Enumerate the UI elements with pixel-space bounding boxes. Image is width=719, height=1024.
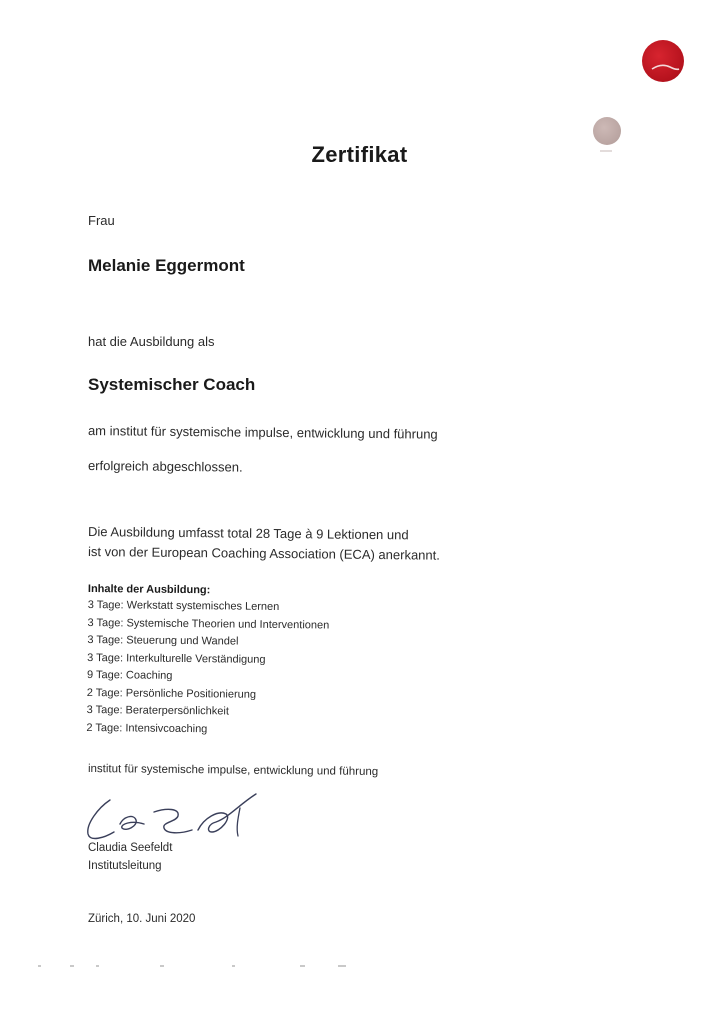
training-info-line-2: ist von der European Coaching Association (ECA) anerkannt. <box>87 544 440 563</box>
contents-item: 3 Tage: Steuerung und Wandel <box>87 633 239 648</box>
footer-institute-name: institut für systemische impulse, entwicklung und führung <box>87 763 379 779</box>
scan-speckle <box>70 965 74 967</box>
scan-speckle <box>160 965 164 967</box>
scan-speckle <box>38 965 41 967</box>
scan-speckle <box>232 965 235 967</box>
contents-item: 2 Tage: Intensivcoaching <box>86 721 208 735</box>
signer-role: Institutsleitung <box>88 860 162 872</box>
handwritten-signature <box>80 788 270 850</box>
logo-swoosh-icon <box>650 60 680 74</box>
contents-item: 9 Tage: Coaching <box>86 668 173 682</box>
contents-item: 2 Tage: Persönliche Positionierung <box>86 686 257 701</box>
training-contents <box>86 581 329 740</box>
salutation: Frau <box>88 213 115 228</box>
contents-heading: Inhalte der Ausbildung: <box>87 582 211 597</box>
completion-text: erfolgreich abgeschlossen. <box>87 458 243 475</box>
recipient-name: Melanie Eggermont <box>88 256 245 275</box>
certificate-title: Zertifikat <box>311 142 408 167</box>
contents-item: 3 Tage: Interkulturelle Verständigung <box>87 651 266 666</box>
signer-name: Claudia Seefeldt <box>88 842 173 854</box>
intro-text: hat die Ausbildung als <box>88 334 215 349</box>
contents-item: 3 Tage: Werkstatt systemisches Lernen <box>87 598 280 614</box>
course-name: Systemischer Coach <box>88 375 256 394</box>
contents-item: 3 Tage: Systemische Theorien und Interventionen <box>87 616 330 632</box>
place-and-date: Zürich, 10. Juni 2020 <box>88 913 196 925</box>
training-info-line-1: Die Ausbildung umfasst total 28 Tage à 9 Lektionen und <box>87 524 409 543</box>
scan-speckle <box>300 965 305 967</box>
scan-speckle <box>338 965 346 967</box>
institute-line: am institut für systemische impulse, entwicklung und führung <box>87 423 438 442</box>
contents-item: 3 Tage: Beraterpersönlichkeit <box>86 703 229 718</box>
scan-speckle <box>96 965 99 967</box>
institute-logo-grey-circle <box>593 117 621 145</box>
